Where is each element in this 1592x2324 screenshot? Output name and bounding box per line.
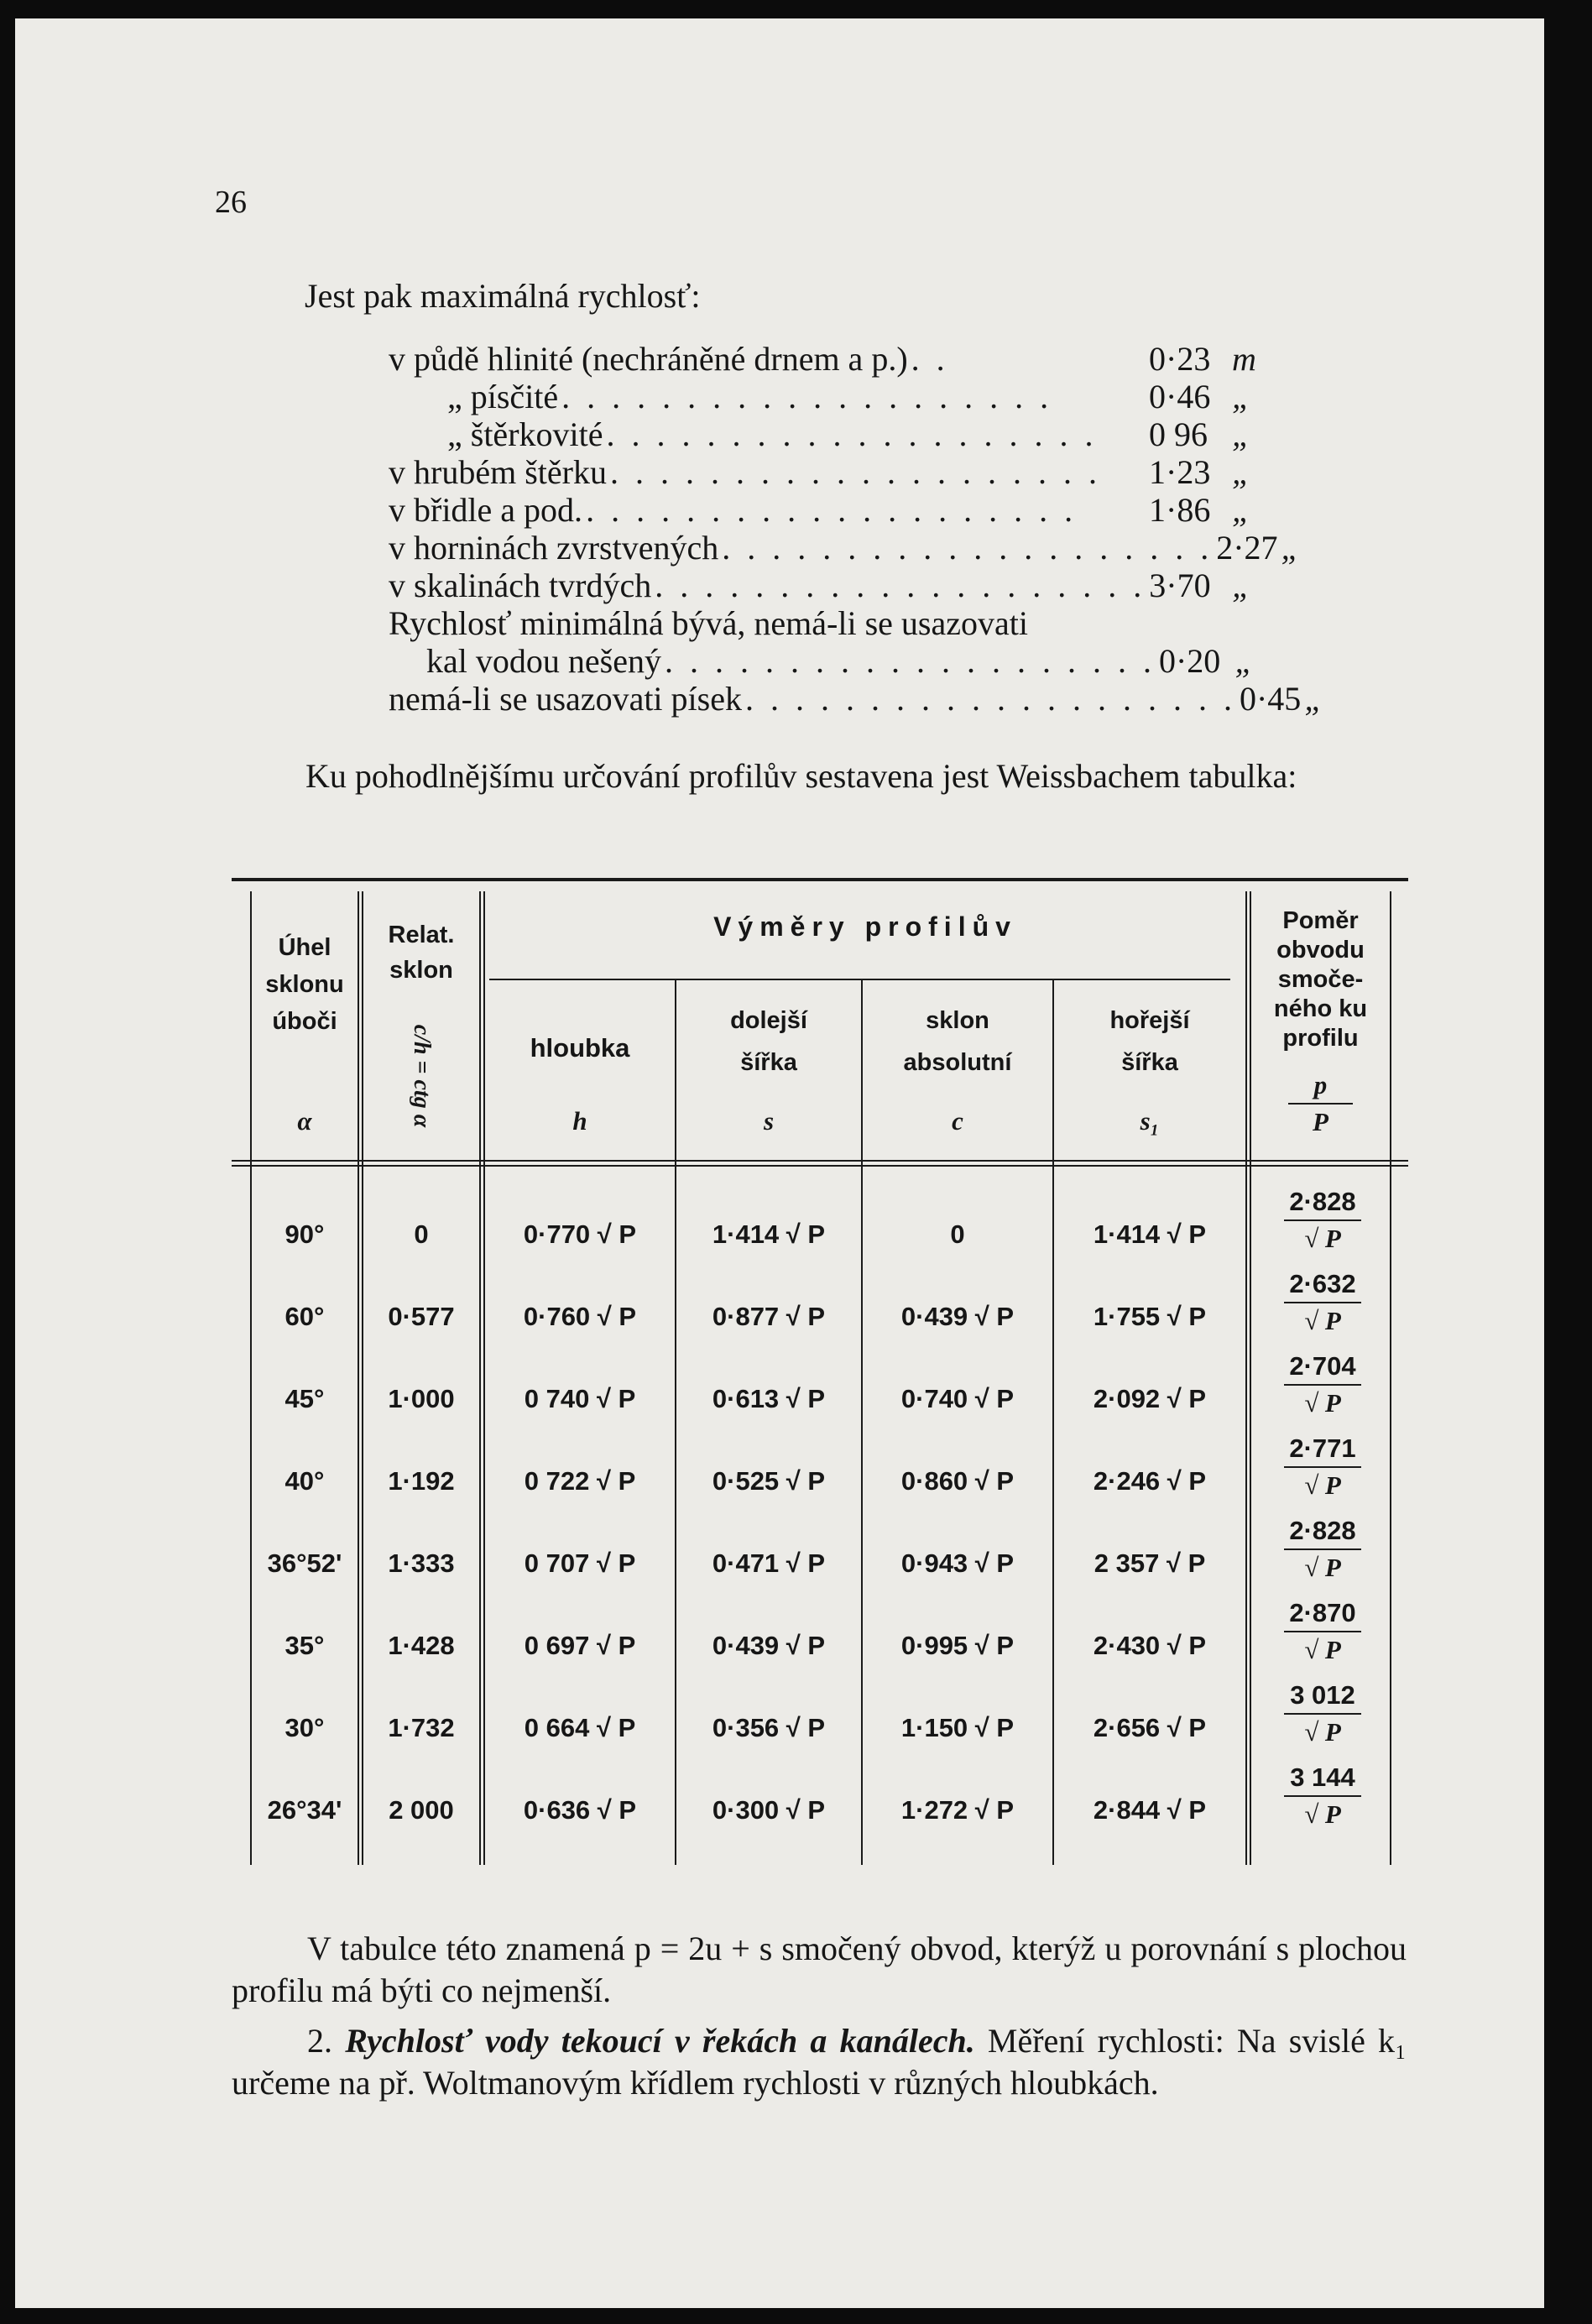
- header-rule-2: [232, 1165, 1408, 1167]
- page: [15, 18, 1544, 2308]
- cell-s: 0·439 √ P: [712, 1631, 826, 1660]
- cell-rel: 0: [414, 1219, 429, 1249]
- cell-ratio: 2·870 √ P: [1281, 1597, 1365, 1666]
- cell-rel: 1·732: [388, 1713, 455, 1742]
- cell-rel: 1·000: [388, 1384, 455, 1413]
- paragraph-definition: V tabulce této znamená p = 2u + s smočený obvod, kterýž u porovnání s plochou profilu má býti co nejmenší.: [232, 1930, 1407, 2009]
- cell-angle: 40°: [284, 1466, 325, 1496]
- page-number: 26: [215, 185, 247, 220]
- header-depth-symbol: h: [572, 1106, 587, 1136]
- header-angle: Úhel sklonu úboči: [265, 934, 344, 1035]
- header-abs-slope-symbol: c: [952, 1106, 963, 1136]
- cell-angle: 35°: [284, 1631, 325, 1660]
- cell-angle: 60°: [284, 1302, 325, 1331]
- header-relative-slope: Relat. sklon: [388, 922, 455, 984]
- cell-c: 1·272 √ P: [900, 1795, 1015, 1825]
- list-item: v skalinách tvrdých . . . . . . . . . . . . . . . . . . . . 3·70 „: [389, 567, 1251, 604]
- cell-s1: 2·844 √ P: [1093, 1795, 1207, 1825]
- cell-angle: 30°: [284, 1713, 325, 1742]
- list-item: „ písčité . . . . . . . . . . . . . . . . . . . . 0·46 „: [447, 378, 1251, 415]
- cell-h: 0 740 √ P: [524, 1384, 636, 1413]
- cell-h: 0·770 √ P: [523, 1219, 637, 1249]
- cell-c: 1·150 √ P: [900, 1713, 1015, 1742]
- header-group: Výměry profilův: [713, 911, 1017, 942]
- profile-table: [232, 878, 1408, 1872]
- cell-c: 0: [950, 1219, 965, 1249]
- intro-paragraph: Ku pohodlnějšímu určování profilův sestavena jest Weissbachem tabulka:: [305, 757, 1297, 795]
- header-top-width: hořejší šířka: [1109, 1007, 1190, 1076]
- col-rule: [479, 891, 481, 1865]
- cell-c: 0·995 √ P: [900, 1631, 1015, 1660]
- intro-text: Jest pak maximálná rychlosť:: [305, 277, 701, 315]
- list-item: nemá-li se usazovati písek . . . . . . . . . . . . . . . . . . . . 0·45 „: [389, 680, 1323, 718]
- cell-rel: 1·192: [388, 1466, 455, 1496]
- header-top-width-symbol: s₁: [1140, 1106, 1160, 1136]
- cell-angle: 90°: [284, 1219, 325, 1249]
- cell-ratio: 2·632 √ P: [1281, 1268, 1365, 1337]
- cell-ratio: 2·704 √ P: [1281, 1350, 1365, 1419]
- header-angle-symbol: α: [297, 1106, 312, 1136]
- cell-h: 0 722 √ P: [524, 1466, 636, 1496]
- cell-h: 0·636 √ P: [523, 1795, 637, 1825]
- header-relative-symbol: c/h = ctg α: [409, 1024, 435, 1128]
- col-rule: [1390, 891, 1391, 1865]
- cell-c: 0·439 √ P: [900, 1302, 1015, 1331]
- cell-s: 0·877 √ P: [712, 1302, 826, 1331]
- cell-c: 0·740 √ P: [900, 1384, 1015, 1413]
- cell-s1: 2 357 √ P: [1094, 1548, 1206, 1578]
- cell-s: 0·525 √ P: [712, 1466, 826, 1496]
- bottom-text: [232, 1928, 1407, 2112]
- cell-h: 0·760 √ P: [523, 1302, 637, 1331]
- header-bottom-width: dolejší šířka: [730, 1007, 807, 1076]
- header-depth: hloubka: [530, 1033, 630, 1063]
- cell-h: 0 664 √ P: [524, 1713, 636, 1742]
- cell-ratio: 2·771 √ P: [1281, 1433, 1365, 1501]
- cell-rel: 1·428: [388, 1631, 455, 1660]
- cell-s1: 2·246 √ P: [1093, 1466, 1207, 1496]
- cell-s1: 2·092 √ P: [1093, 1384, 1207, 1413]
- cell-h: 0 697 √ P: [524, 1631, 636, 1660]
- cell-ratio: 2·828 √ P: [1281, 1515, 1365, 1584]
- header-abs-slope: sklon absolutní: [903, 1007, 1012, 1076]
- cell-h: 0 707 √ P: [524, 1548, 636, 1578]
- list-item: kal vodou nešený . . . . . . . . . . . . . . . . . . . . 0·20 „: [426, 642, 1254, 680]
- header-ratio: Poměr obvodu smoče- ného ku profilu: [1273, 907, 1368, 1052]
- cell-rel: 2 000: [389, 1795, 454, 1825]
- header-ratio-symbol: p P: [1285, 1069, 1356, 1138]
- cell-rel: 1·333: [388, 1548, 455, 1578]
- cell-rel: 0·577: [388, 1302, 455, 1331]
- cell-angle: 36°52': [267, 1548, 342, 1578]
- cell-ratio: 2·828 √ P: [1281, 1186, 1365, 1255]
- cell-c: 0·943 √ P: [900, 1548, 1015, 1578]
- list-item: v břidle a pod. . . . . . . . . . . . . . . . . . . . . 1·86 „: [389, 491, 1251, 529]
- list-item: v horninách zvrstvených . . . . . . . . . . . . . . . . . . . . 2·27 „: [389, 529, 1300, 567]
- cell-s1: 2·656 √ P: [1093, 1713, 1207, 1742]
- cell-angle: 26°34': [267, 1795, 342, 1825]
- cell-ratio: 3 144 √ P: [1281, 1762, 1365, 1830]
- list-item: „ štěrkovité . . . . . . . . . . . . . . . . . . . . 0 96 „: [447, 415, 1251, 453]
- velocity-list: [389, 340, 1323, 718]
- section-title: Rychlosť vody tekoucí v řekách a kanálech.: [345, 2022, 975, 2060]
- cell-ratio: 3 012 √ P: [1281, 1679, 1365, 1748]
- cell-angle: 45°: [284, 1384, 325, 1413]
- col-rule: [1245, 891, 1247, 1865]
- list-item: v hrubém štěrku . . . . . . . . . . . . . . . . . . . . 1·23 „: [389, 453, 1251, 491]
- cell-s1: 1·414 √ P: [1093, 1219, 1207, 1249]
- cell-s: 0·471 √ P: [712, 1548, 826, 1578]
- cell-s: 0·300 √ P: [712, 1795, 826, 1825]
- list-item: v půdě hlinité (nechráněné drnem a p.) . . 0·23 m: [389, 340, 1256, 378]
- cell-s: 1·414 √ P: [712, 1219, 826, 1249]
- header-bottom-width-symbol: s: [763, 1106, 775, 1136]
- cell-s1: 2·430 √ P: [1093, 1631, 1207, 1660]
- group-rule: [489, 979, 1230, 980]
- table-top-rule: [232, 878, 1408, 881]
- header-rule: [232, 1160, 1408, 1162]
- col-rule: [358, 891, 359, 1865]
- cell-s: 0·356 √ P: [712, 1713, 826, 1742]
- cell-s1: 1·755 √ P: [1093, 1302, 1207, 1331]
- list-item: Rychlosť minimálná bývá, nemá-li se usazovati: [389, 604, 1028, 642]
- cell-s: 0·613 √ P: [712, 1384, 826, 1413]
- cell-c: 0·860 √ P: [900, 1466, 1015, 1496]
- paragraph-section-2: 2. Rychlosť vody tekoucí v řekách a kanálech. Měření rychlosti: Na svislé k₁ určeme na př. Woltmanovým křídlem rychlosti v různých hloubkách.: [232, 2022, 1407, 2102]
